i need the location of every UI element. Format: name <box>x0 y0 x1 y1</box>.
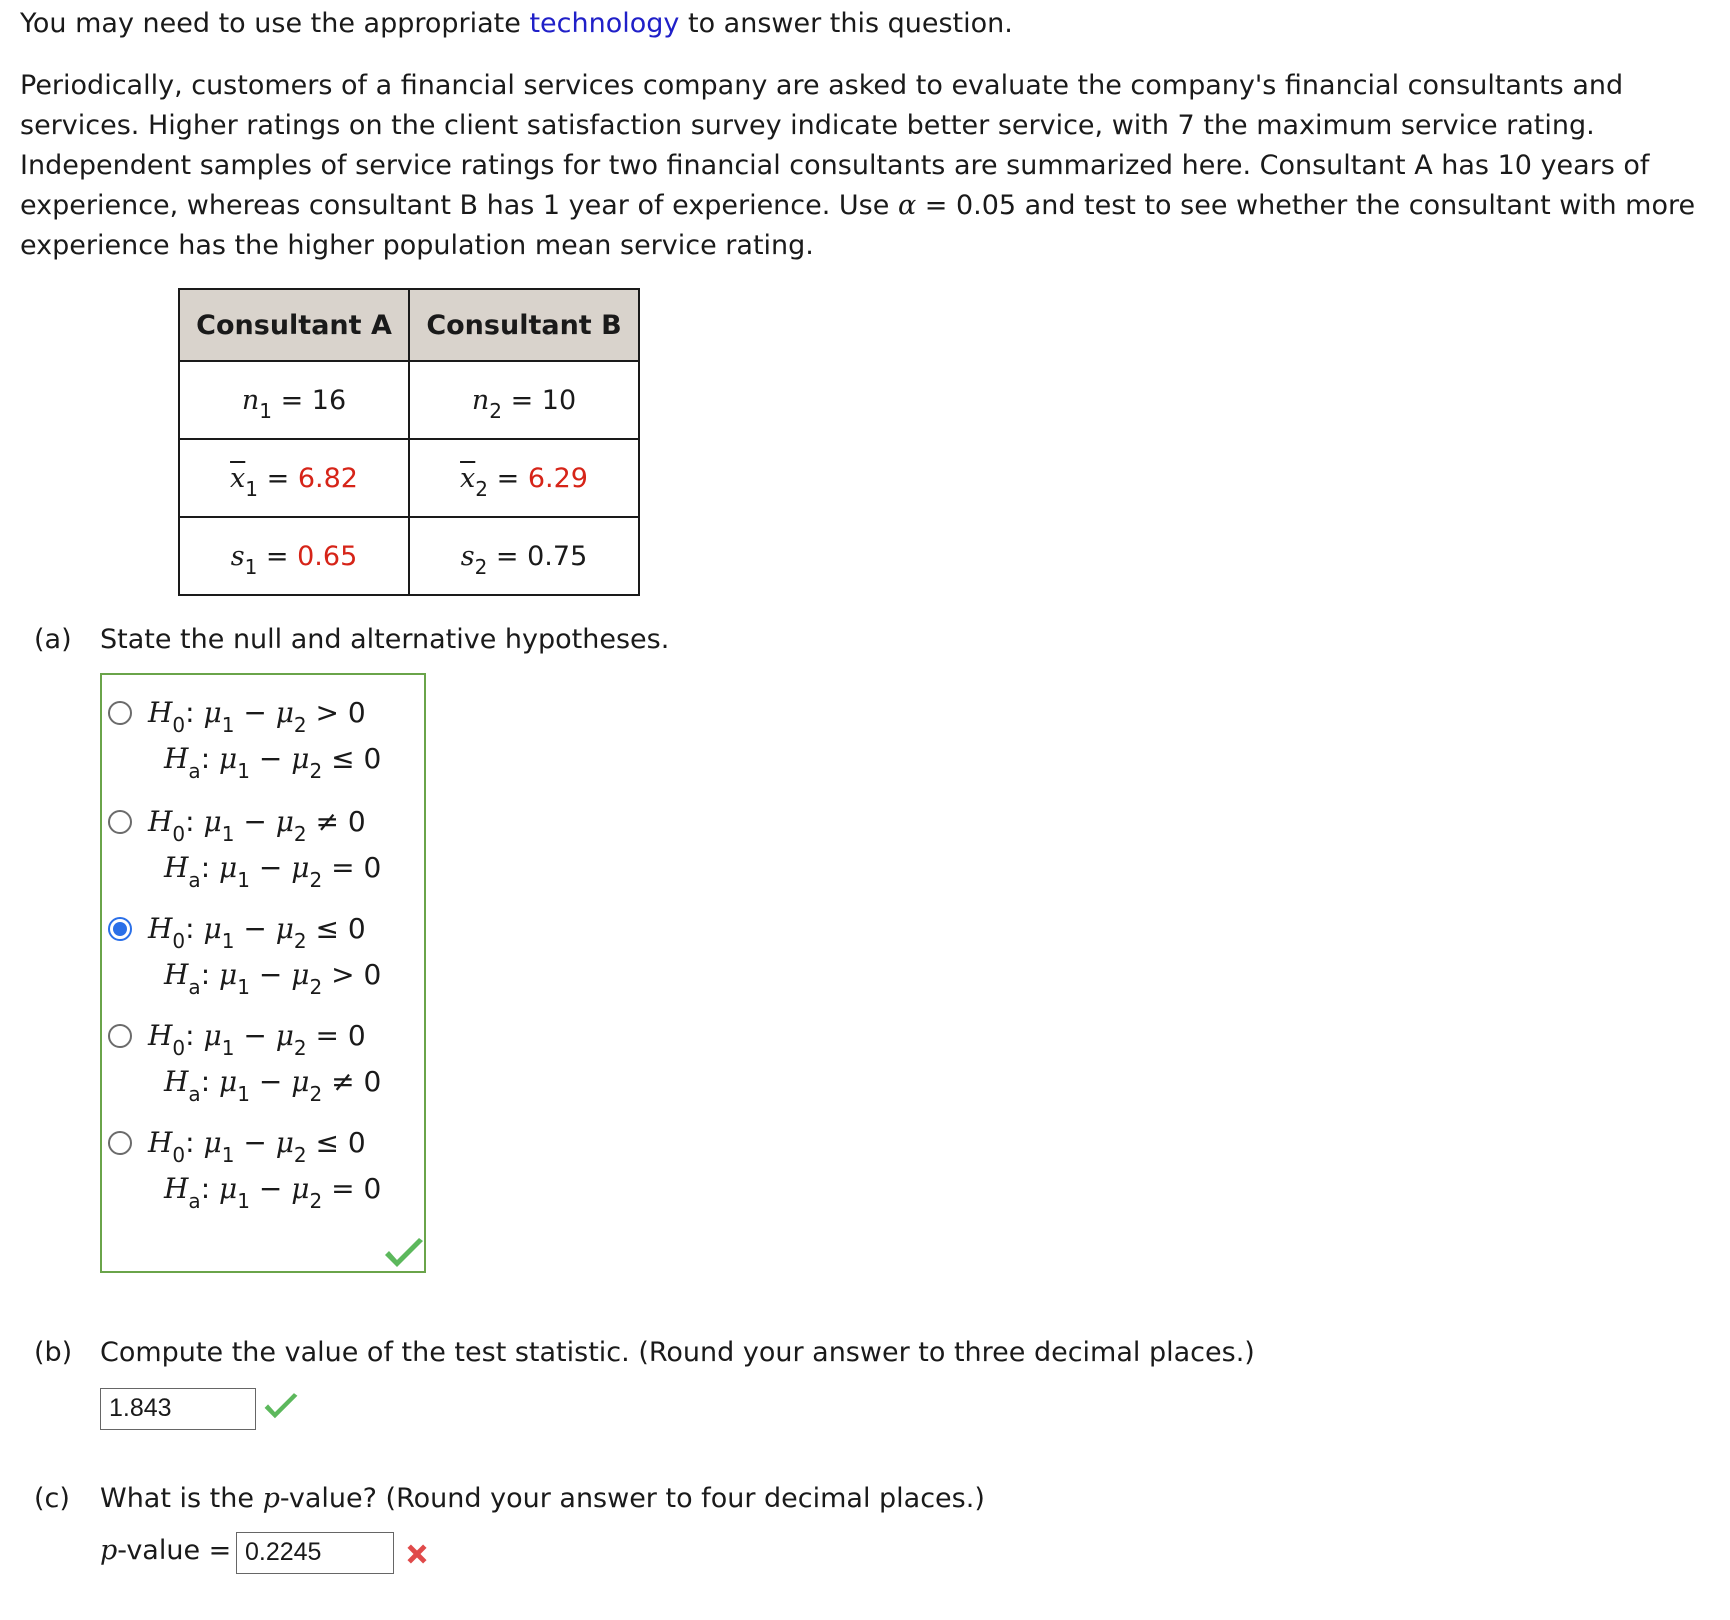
subscript: 1 <box>259 398 272 423</box>
radio-button[interactable] <box>108 1024 132 1048</box>
value-n2: 10 <box>541 384 577 416</box>
part-a-question: State the null and alternative hypotheses. <box>100 624 670 655</box>
problem-text-before-alpha: Periodically, customers of a financial services company are asked to evaluate the company's financial consultants and services. Higher ratings on the client satisfaction survey indicate better service, with 7 the maximum service rating. Independent samples of service ratings for two financial consultants are summarized here. Consultant A has 10 years of experience, whereas consultant B has 1 year of experience. Use <box>20 70 1650 221</box>
var-xbar: $\overline{x}$ <box>230 462 246 494</box>
subscript: 2 <box>475 476 489 501</box>
var-xbar: $\overline{x}$ <box>460 462 476 494</box>
cell-n1: $n_1 = 16$ <box>179 361 409 439</box>
check-icon <box>262 1392 300 1422</box>
cell-s1: $s_1 = 0.65$ <box>179 517 409 595</box>
var-n: n <box>471 384 490 416</box>
ha-relation: ≠ 0 <box>331 1065 382 1098</box>
problem-text-after-alpha: = 0.05 and test to see whether the consultant with more experience has the higher population mean service rating. <box>20 190 1696 261</box>
ha-line: $H_a$: $\mu_1 - \mu_2 = 0$ <box>164 1172 382 1213</box>
part-a-answer-box <box>100 673 426 1273</box>
p-italic: p <box>100 1535 118 1566</box>
subscript: 1 <box>244 554 258 579</box>
part-b-question: Compute the value of the test statistic. (Round your answer to three decimal places.) <box>100 1337 1255 1368</box>
h0-line: $H_0$: $\mu_1 - \mu_2 > 0$ <box>148 696 366 737</box>
cell-xbar2: $\overline{x}_2 = 6.29$ <box>409 439 639 517</box>
ha-relation: = 0 <box>331 1172 382 1205</box>
radio-button-selected[interactable] <box>108 917 132 941</box>
var-n: n <box>241 384 260 416</box>
p-value-equals: -value = <box>117 1535 232 1566</box>
h0-relation: ≤ 0 <box>315 1126 366 1159</box>
ha-line: $H_a$: $\mu_1 - \mu_2 \le 0$ <box>164 742 382 783</box>
alpha-symbol: α <box>897 190 917 221</box>
part-c-label: (c) <box>34 1483 70 1514</box>
question-after: -value? (Round your answer to four decimal places.) <box>279 1483 985 1514</box>
h0-relation: ≠ 0 <box>315 805 366 838</box>
check-icon <box>382 1237 426 1271</box>
cell-n2: $n_2 = 10$ <box>409 361 639 439</box>
ha-relation: = 0 <box>331 851 382 884</box>
test-statistic-input[interactable]: 1.843 <box>100 1388 256 1430</box>
table-row <box>179 361 639 439</box>
cell-s2: $s_2 = 0.75$ <box>409 517 639 595</box>
header-consultant-a: Consultant A <box>179 289 409 361</box>
intro-before-link: You may need to use the appropriate <box>20 8 530 39</box>
subscript: 2 <box>489 398 502 423</box>
radio-button[interactable] <box>108 810 132 834</box>
subscript: 2 <box>474 554 488 579</box>
subscript: 1 <box>245 476 259 501</box>
p-value-input[interactable]: 0.2245 <box>236 1532 394 1574</box>
h0-line: $H_0$: $\mu_1 - \mu_2 \le 0$ <box>148 912 366 953</box>
intro-after-link: to answer this question. <box>679 8 1013 39</box>
table-row <box>179 517 639 595</box>
h0-line: $H_0$: $\mu_1 - \mu_2 = 0$ <box>148 1019 366 1060</box>
header-consultant-b: Consultant B <box>409 289 639 361</box>
part-c-question <box>100 1483 985 1514</box>
part-a-label: (a) <box>34 624 72 655</box>
value-xbar1: 6.82 <box>297 462 358 494</box>
consultant-summary-table <box>178 288 640 596</box>
ha-relation: > 0 <box>331 958 382 991</box>
intro-text <box>20 4 1710 44</box>
var-s: s <box>460 540 475 572</box>
table-header-row <box>179 289 639 361</box>
question-before: What is the <box>100 1483 263 1514</box>
var-s: s <box>230 540 245 572</box>
h0-line: $H_0$: $\mu_1 - \mu_2 \le 0$ <box>148 1126 366 1167</box>
h0-relation: = 0 <box>315 1019 366 1052</box>
h0-relation: > 0 <box>315 696 366 729</box>
p-italic: p <box>262 1483 280 1514</box>
cross-icon <box>404 1541 430 1567</box>
ha-line: $H_a$: $\mu_1 - \mu_2 = 0$ <box>164 851 382 892</box>
technology-link[interactable]: technology <box>529 8 680 39</box>
cell-xbar1: $\overline{x}_1 = 6.82$ <box>179 439 409 517</box>
h0-line: $H_0$: $\mu_1 - \mu_2 \ne 0$ <box>148 805 366 846</box>
value-xbar2: 6.29 <box>527 462 588 494</box>
part-b-label: (b) <box>34 1337 73 1368</box>
ha-relation: ≤ 0 <box>331 742 382 775</box>
ha-line: $H_a$: $\mu_1 - \mu_2 \ne 0$ <box>164 1065 382 1106</box>
h0-relation: ≤ 0 <box>315 912 366 945</box>
value-n1: 16 <box>311 384 347 416</box>
value-s1: 0.65 <box>297 540 358 572</box>
radio-button[interactable] <box>108 1131 132 1155</box>
p-value-label <box>100 1535 231 1566</box>
problem-statement <box>20 66 1720 266</box>
ha-line: $H_a$: $\mu_1 - \mu_2 > 0$ <box>164 958 382 999</box>
table-row <box>179 439 639 517</box>
value-s2: 0.75 <box>527 540 588 572</box>
radio-button[interactable] <box>108 701 132 725</box>
